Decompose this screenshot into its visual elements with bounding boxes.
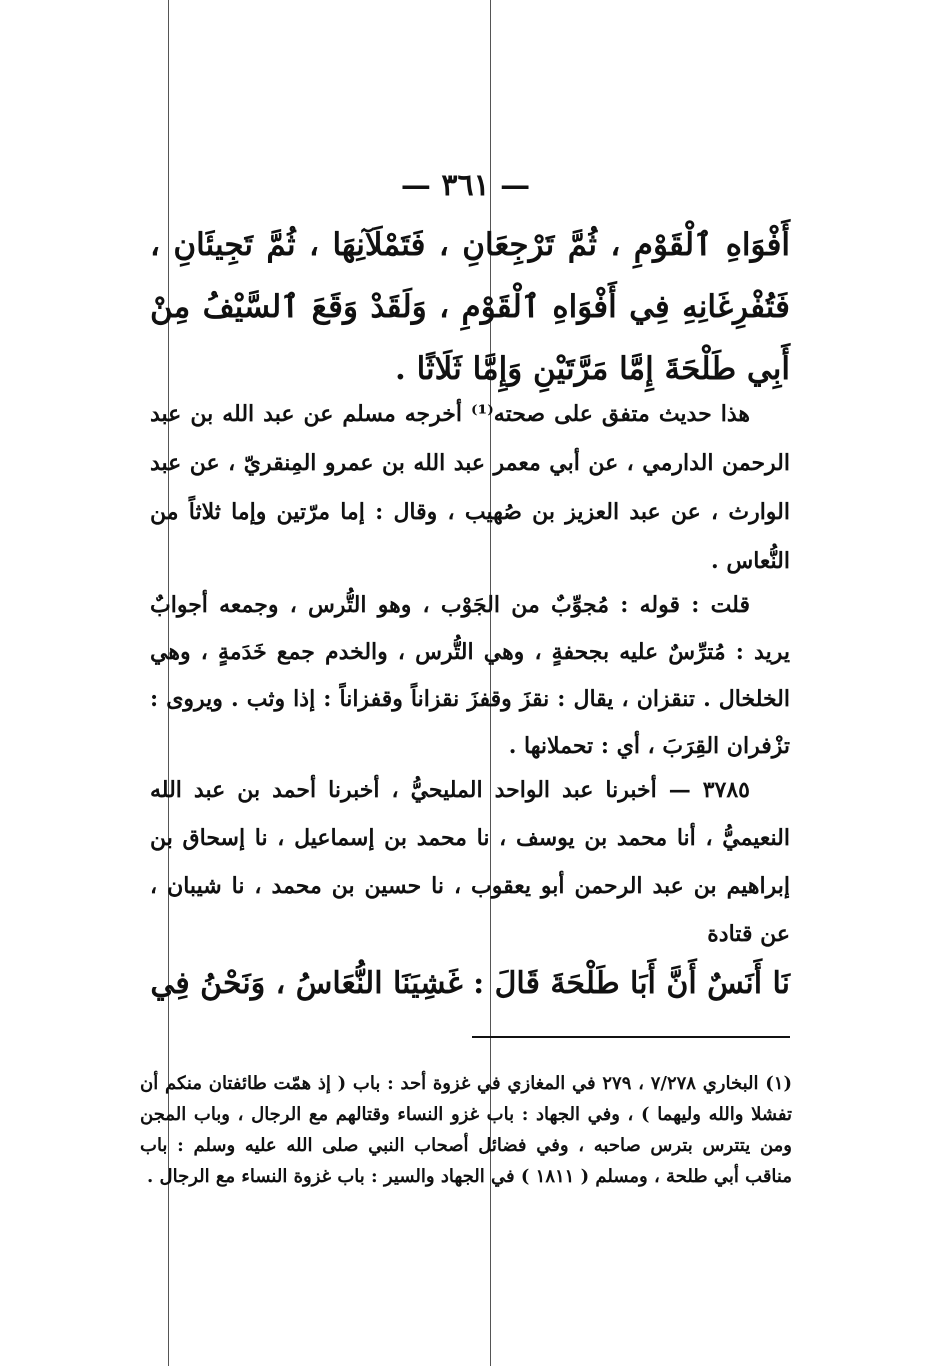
footnote-separator bbox=[472, 1036, 790, 1038]
explanation-paragraph: قلت : قوله : مُجوِّبٌ من الجَوْب ، وهو التُّرس ، وجمعه أجوابٌ يريد : مُترِّسٌ عليه بجحفةٍ ، وهي التُّرس ، والخدم جمع خَدَمةٍ ، وهي الخلخال . تنقزان ، يقال : نقزَ وقفزَ نقزاناً وقفزاناً : إذا وثب . ويروى : تزْفران القِرَبَ ، أي : تحملانها . bbox=[150, 592, 790, 759]
hadith-narration: نَا أَنَسٌ أَنَّ أَبَا طَلْحَةَ قَالَ : غَشِيَنَا النُّعَاسُ ، وَنَحْنُ فِي bbox=[150, 966, 790, 1001]
footnote: (١) البخاري ٧/٢٧٨ ، ٢٧٩ في المغازي في غزوة أحد : باب ( إذ همّت طائفتان منكم أن تفشلا والله وليهما ) ، وفي الجهاد : باب غزو النساء وقتالهم مع الرجال ، وباب المجن ومن يتترس بترس صاحبه ، وفي فضائل أصحاب النبي صلى الله عليه وسلم : باب مناقب أبي طلحة ، ومسلم ( ١٨١١ ) في الجهاد والسير : باب غزوة النساء مع الرجال . bbox=[140, 1073, 792, 1187]
commentary-paragraph: هذا حديث متفق على صحته⁽¹⁾ أخرجه مسلم عن عبد الله بن عبد الرحمن الدارمي ، عن أبي معمر عبد الله بن عمرو المِنقريّ ، عن عبد الوارث ، عن عبد العزيز بن صُهيب ، وقال : إما مرّتين وإما ثلاثاً من النُّعاس . bbox=[150, 401, 790, 574]
page-number: — ٣٦١ — bbox=[400, 168, 531, 203]
hadith-text: أَفْوَاهِ ٱلْقَوْمِ ، ثُمَّ تَرْجِعَانِ ، فَتَمْلَآنِهَا ، ثُمَّ تَجِيئَانِ ، فَتُفْرِغَانِهِ فِي أَفْوَاهِ ٱلْقَوْمِ ، وَلَقَدْ وَقَعَ ٱلسَّيْفُ مِنْ أَبِي طَلْحَةَ إِمَّا مَرَّتَيْنِ وَإِمَّا ثَلَاثًا . bbox=[150, 227, 790, 387]
isnad-paragraph: ٣٧٨٥ — أخبرنا عبد الواحد المليحيُّ ، أخبرنا أحمد بن عبد الله النعيميُّ ، أنا محمد بن يوسف ، نا محمد بن إسماعيل ، نا إسحاق بن إبراهيم بن عبد الرحمن أبو يعقوب ، نا حسين بن محمد ، نا شيبان ، عن قتادة bbox=[150, 777, 790, 947]
